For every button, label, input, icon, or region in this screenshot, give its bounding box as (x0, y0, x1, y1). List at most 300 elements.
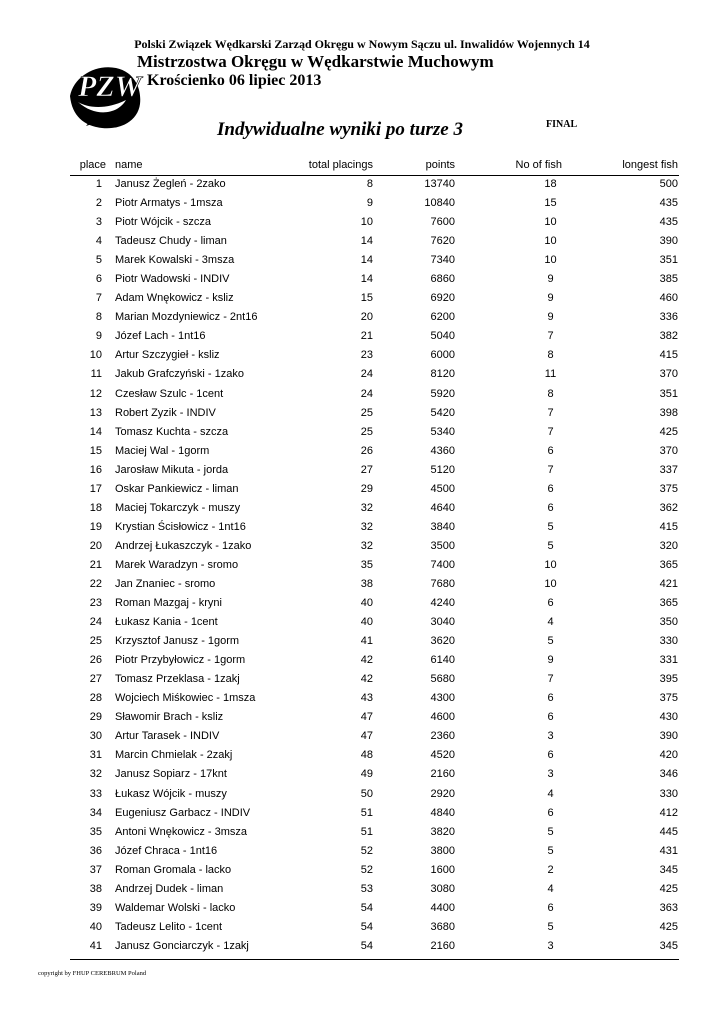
cell-longest-fish: 385 (659, 273, 678, 286)
cell-points: 4400 (430, 901, 455, 914)
cell-no-of-fish: 10 (544, 235, 557, 248)
cell-points: 4840 (430, 806, 455, 819)
cell-no-of-fish: 6 (547, 444, 554, 457)
table-row (0, 785, 724, 804)
cell-points: 10840 (424, 197, 455, 210)
cell-name: Eugeniusz Garbacz - INDIV (115, 806, 251, 819)
table-row (0, 823, 724, 842)
cell-place: 28 (89, 692, 102, 705)
cell-longest-fish: 345 (659, 863, 678, 876)
table-row (0, 194, 724, 213)
cell-name: Marek Kowalski - 3msza (115, 254, 235, 267)
cell-total-placings: 48 (360, 749, 373, 762)
cell-longest-fish: 415 (659, 349, 678, 362)
cell-total-placings: 32 (360, 501, 373, 514)
cell-place: 37 (89, 863, 102, 876)
cell-place: 41 (89, 939, 102, 952)
table-row (0, 518, 724, 537)
table-row (0, 899, 724, 918)
cell-name: Łukasz Wójcik - muszy (115, 787, 227, 800)
cell-no-of-fish: 4 (547, 882, 554, 895)
table-row (0, 880, 724, 899)
cell-points: 2160 (430, 768, 455, 781)
cell-longest-fish: 415 (659, 520, 678, 533)
cell-place: 12 (89, 387, 102, 400)
table-row (0, 632, 724, 651)
cell-place: 35 (89, 825, 102, 838)
cell-points: 6140 (430, 654, 455, 667)
cell-points: 6860 (430, 273, 455, 286)
cell-no-of-fish: 9 (547, 311, 554, 324)
cell-longest-fish: 337 (659, 463, 678, 476)
cell-name: Czesław Szulc - 1cent (115, 387, 224, 400)
cell-place: 39 (89, 901, 102, 914)
cell-longest-fish: 375 (659, 692, 678, 705)
cell-no-of-fish: 10 (544, 558, 557, 571)
cell-place: 1 (95, 178, 102, 190)
cell-longest-fish: 500 (659, 178, 678, 190)
cell-total-placings: 40 (360, 597, 373, 610)
cell-no-of-fish: 7 (547, 425, 554, 438)
column-header-name: name (115, 159, 143, 171)
organization-line: Polski Związek Wędkarski Zarząd Okręgu w Nowym Sączu ul. Inwalidów Wojennych 14 (134, 37, 590, 51)
table-row (0, 613, 724, 632)
cell-no-of-fish: 6 (547, 597, 554, 610)
cell-points: 5040 (430, 330, 455, 343)
cell-name: Jarosław Mikuta - jorda (115, 463, 229, 476)
cell-total-placings: 29 (360, 482, 373, 495)
cell-place: 27 (89, 673, 102, 686)
cell-total-placings: 14 (360, 235, 373, 248)
cell-place: 9 (95, 330, 102, 343)
copyright-note: copyright by FHUP CEREBRUM Poland (38, 970, 147, 977)
cell-longest-fish: 330 (659, 635, 678, 648)
cell-name: Andrzej Dudek - liman (115, 882, 224, 895)
table-row (0, 918, 724, 937)
column-header-total-placings: total placings (308, 159, 373, 171)
cell-longest-fish: 435 (659, 197, 678, 210)
cell-points: 4500 (430, 482, 455, 495)
column-header-place: place (79, 159, 106, 171)
cell-longest-fish: 382 (659, 330, 678, 343)
cell-total-placings: 32 (360, 520, 373, 533)
cell-total-placings: 53 (360, 882, 373, 895)
cell-name: Oskar Pankiewicz - liman (115, 482, 239, 495)
cell-name: Piotr Armatys - 1msza (115, 197, 223, 210)
cell-name: Artur Tarasek - INDIV (115, 730, 220, 743)
cell-place: 31 (89, 749, 102, 762)
cell-no-of-fish: 3 (547, 768, 554, 781)
cell-place: 25 (89, 635, 102, 648)
cell-longest-fish: 425 (659, 882, 678, 895)
cell-name: Krystian Ścisłowicz - 1nt16 (115, 520, 246, 533)
table-row (0, 499, 724, 518)
table-row (0, 327, 724, 346)
table-row (0, 308, 724, 327)
cell-no-of-fish: 10 (544, 254, 557, 267)
results-heading: Indywidualne wyniki po turze 3 (217, 119, 463, 140)
cell-points: 2360 (430, 730, 455, 743)
cell-points: 3620 (430, 635, 455, 648)
cell-no-of-fish: 8 (547, 387, 554, 400)
cell-total-placings: 54 (360, 920, 373, 933)
cell-points: 3500 (430, 539, 455, 552)
cell-total-placings: 32 (360, 539, 373, 552)
cell-longest-fish: 363 (659, 901, 678, 914)
cell-longest-fish: 320 (659, 539, 678, 552)
cell-total-placings: 47 (360, 730, 373, 743)
cell-no-of-fish: 11 (544, 368, 557, 381)
cell-name: Marek Waradzyn - sromo (115, 558, 239, 571)
table-row (0, 842, 724, 861)
cell-longest-fish: 435 (659, 216, 678, 229)
cell-no-of-fish: 7 (547, 673, 554, 686)
cell-place: 6 (95, 273, 102, 286)
cell-name: Sławomir Brach - ksliz (115, 711, 224, 724)
cell-points: 7680 (430, 577, 455, 590)
table-row (0, 480, 724, 499)
table-row (0, 232, 724, 251)
cell-total-placings: 14 (360, 254, 373, 267)
cell-total-placings: 23 (360, 349, 373, 362)
cell-points: 2920 (430, 787, 455, 800)
cell-longest-fish: 351 (659, 254, 678, 267)
cell-name: Janusz Gonciarczyk - 1zakj (115, 939, 249, 952)
cell-total-placings: 52 (360, 844, 373, 857)
cell-no-of-fish: 10 (544, 216, 557, 229)
cell-total-placings: 24 (360, 387, 373, 400)
cell-total-placings: 8 (366, 178, 373, 190)
cell-total-placings: 42 (360, 673, 373, 686)
cell-points: 7340 (430, 254, 455, 267)
table-header (0, 156, 724, 175)
cell-points: 4600 (430, 711, 455, 724)
table-row (0, 804, 724, 823)
cell-points: 3040 (430, 616, 455, 629)
cell-name: Janusz Żegleń - 2zako (115, 178, 226, 190)
cell-total-placings: 41 (360, 635, 373, 648)
cell-name: Robert Zyzik - INDIV (115, 406, 216, 419)
cell-name: Piotr Wójcik - szcza (115, 216, 211, 229)
cell-no-of-fish: 3 (547, 939, 554, 952)
cell-place: 16 (89, 463, 102, 476)
cell-longest-fish: 425 (659, 920, 678, 933)
table-row (0, 289, 724, 308)
cell-place: 29 (89, 711, 102, 724)
cell-place: 24 (89, 616, 102, 629)
cell-no-of-fish: 5 (547, 920, 554, 933)
cell-no-of-fish: 2 (547, 863, 554, 876)
cell-total-placings: 49 (360, 768, 373, 781)
table-row (0, 404, 724, 423)
cell-place: 7 (95, 292, 102, 305)
table-row (0, 689, 724, 708)
cell-points: 8120 (430, 368, 455, 381)
cell-points: 5340 (430, 425, 455, 438)
cell-place: 26 (89, 654, 102, 667)
cell-total-placings: 10 (360, 216, 373, 229)
cell-no-of-fish: 6 (547, 501, 554, 514)
cell-name: Jan Znaniec - sromo (115, 577, 216, 590)
cell-points: 4360 (430, 444, 455, 457)
cell-points: 3080 (430, 882, 455, 895)
cell-points: 5920 (430, 387, 455, 400)
cell-place: 36 (89, 844, 102, 857)
cell-no-of-fish: 3 (547, 730, 554, 743)
cell-name: Artur Szczygieł - ksliz (115, 349, 220, 362)
cell-place: 32 (89, 768, 102, 781)
cell-name: Andrzej Łukaszczyk - 1zako (115, 539, 252, 552)
cell-longest-fish: 346 (659, 768, 678, 781)
table-row (0, 213, 724, 232)
cell-points: 7600 (430, 216, 455, 229)
cell-total-placings: 9 (366, 197, 373, 210)
cell-longest-fish: 375 (659, 482, 678, 495)
cell-total-placings: 38 (360, 577, 373, 590)
cell-place: 17 (89, 482, 102, 495)
cell-points: 6200 (430, 311, 455, 324)
table-row (0, 670, 724, 689)
cell-total-placings: 25 (360, 425, 373, 438)
cell-no-of-fish: 5 (547, 520, 554, 533)
cell-longest-fish: 365 (659, 597, 678, 610)
cell-longest-fish: 331 (659, 654, 678, 667)
table-row (0, 270, 724, 289)
cell-total-placings: 43 (360, 692, 373, 705)
cell-no-of-fish: 7 (547, 406, 554, 419)
cell-name: Łukasz Kania - 1cent (115, 616, 218, 629)
cell-no-of-fish: 7 (547, 330, 554, 343)
cell-place: 14 (89, 425, 102, 438)
table-row (0, 575, 724, 594)
cell-longest-fish: 390 (659, 730, 678, 743)
table-row (0, 765, 724, 784)
table-body (0, 175, 724, 956)
cell-no-of-fish: 4 (547, 787, 554, 800)
cell-place: 18 (89, 501, 102, 514)
cell-points: 1600 (430, 863, 455, 876)
cell-total-placings: 51 (360, 825, 373, 838)
cell-name: Piotr Przybyłowicz - 1gorm (115, 654, 246, 667)
cell-no-of-fish: 9 (547, 292, 554, 305)
cell-longest-fish: 395 (659, 673, 678, 686)
cell-name: Roman Gromala - lacko (115, 863, 232, 876)
column-header-points: points (425, 159, 455, 171)
cell-points: 7620 (430, 235, 455, 248)
cell-total-placings: 54 (360, 939, 373, 952)
cell-no-of-fish: 5 (547, 539, 554, 552)
cell-no-of-fish: 10 (544, 577, 557, 590)
cell-name: Marcin Chmielak - 2zakj (115, 749, 233, 762)
cell-place: 40 (89, 920, 102, 933)
table-row (0, 937, 724, 956)
cell-longest-fish: 412 (659, 806, 678, 819)
cell-place: 10 (89, 349, 102, 362)
cell-total-placings: 25 (360, 406, 373, 419)
cell-longest-fish: 350 (659, 616, 678, 629)
cell-points: 3800 (430, 844, 455, 857)
cell-points: 3680 (430, 920, 455, 933)
cell-no-of-fish: 6 (547, 711, 554, 724)
cell-total-placings: 40 (360, 616, 373, 629)
table-row (0, 708, 724, 727)
cell-total-placings: 27 (360, 463, 373, 476)
cell-longest-fish: 390 (659, 235, 678, 248)
cell-no-of-fish: 15 (544, 197, 557, 210)
cell-place: 34 (89, 806, 102, 819)
cell-no-of-fish: 6 (547, 806, 554, 819)
table-row (0, 175, 724, 194)
cell-total-placings: 42 (360, 654, 373, 667)
cell-total-placings: 24 (360, 368, 373, 381)
cell-points: 6920 (430, 292, 455, 305)
cell-place: 20 (89, 539, 102, 552)
table-row (0, 556, 724, 575)
cell-place: 38 (89, 882, 102, 895)
column-header-longest-fish: longest fish (622, 159, 678, 171)
cell-total-placings: 54 (360, 901, 373, 914)
cell-name: Tomasz Przeklasa - 1zakj (115, 673, 240, 686)
table-row (0, 442, 724, 461)
final-badge: FINAL (546, 119, 578, 130)
cell-no-of-fish: 4 (547, 616, 554, 629)
table-row (0, 861, 724, 880)
cell-longest-fish: 362 (659, 501, 678, 514)
cell-no-of-fish: 5 (547, 825, 554, 838)
cell-name: Maciej Tokarczyk - muszy (115, 501, 241, 514)
cell-name: Roman Mazgaj - kryni (115, 597, 222, 610)
table-row (0, 423, 724, 442)
cell-name: Piotr Wadowski - INDIV (115, 273, 230, 286)
table-row (0, 594, 724, 613)
cell-place: 22 (89, 577, 102, 590)
cell-no-of-fish: 5 (547, 635, 554, 648)
cell-longest-fish: 370 (659, 368, 678, 381)
cell-name: Krzysztof Janusz - 1gorm (115, 635, 240, 648)
cell-no-of-fish: 6 (547, 482, 554, 495)
cell-total-placings: 51 (360, 806, 373, 819)
event-location-date: Krościenko 06 lipiec 2013 (147, 72, 322, 89)
cell-no-of-fish: 7 (547, 463, 554, 476)
cell-longest-fish: 425 (659, 425, 678, 438)
cell-total-placings: 35 (360, 558, 373, 571)
cell-longest-fish: 420 (659, 749, 678, 762)
table-row (0, 461, 724, 480)
cell-no-of-fish: 9 (547, 273, 554, 286)
cell-name: Tadeusz Chudy - liman (115, 235, 227, 248)
table-row (0, 651, 724, 670)
cell-name: Jakub Grafczyński - 1zako (115, 368, 244, 381)
cell-name: Marian Mozdyniewicz - 2nt16 (115, 311, 258, 324)
cell-longest-fish: 460 (659, 292, 678, 305)
cell-no-of-fish: 8 (547, 349, 554, 362)
cell-place: 4 (95, 235, 102, 248)
cell-total-placings: 52 (360, 863, 373, 876)
cell-total-placings: 26 (360, 444, 373, 457)
cell-no-of-fish: 5 (547, 844, 554, 857)
cell-total-placings: 20 (360, 311, 373, 324)
cell-longest-fish: 336 (659, 311, 678, 324)
cell-no-of-fish: 9 (547, 654, 554, 667)
cell-total-placings: 47 (360, 711, 373, 724)
cell-points: 7400 (430, 558, 455, 571)
table-row (0, 537, 724, 556)
table-row (0, 346, 724, 365)
table-row (0, 251, 724, 270)
table-row (0, 385, 724, 404)
cell-points: 5420 (430, 406, 455, 419)
cell-place: 33 (89, 787, 102, 800)
cell-longest-fish: 330 (659, 787, 678, 800)
cell-points: 4300 (430, 692, 455, 705)
cell-points: 4240 (430, 597, 455, 610)
cell-place: 2 (95, 197, 102, 210)
cell-place: 3 (95, 216, 102, 229)
cell-place: 21 (89, 558, 102, 571)
cell-longest-fish: 421 (659, 577, 678, 590)
results-table (0, 156, 724, 956)
cell-name: Józef Lach - 1nt16 (115, 330, 206, 343)
cell-longest-fish: 445 (659, 825, 678, 838)
cell-name: Janusz Sopiarz - 17knt (115, 768, 227, 781)
cell-points: 4520 (430, 749, 455, 762)
cell-longest-fish: 370 (659, 444, 678, 457)
cell-total-placings: 50 (360, 787, 373, 800)
column-header-no-of-fish: No of fish (515, 159, 562, 171)
table-row (0, 727, 724, 746)
table-row (0, 365, 724, 384)
cell-points: 6000 (430, 349, 455, 362)
cell-name: Józef Chraca - 1nt16 (115, 844, 218, 857)
cell-name: Tadeusz Lelito - 1cent (115, 920, 223, 933)
cell-points: 2160 (430, 939, 455, 952)
cell-name: Antoni Wnękowicz - 3msza (115, 825, 248, 838)
cell-place: 19 (89, 520, 102, 533)
cell-total-placings: 21 (360, 330, 373, 343)
cell-no-of-fish: 18 (544, 178, 557, 190)
event-title: Mistrzostwa Okręgu w Wędkarstwie Muchowym (137, 52, 494, 71)
cell-longest-fish: 430 (659, 711, 678, 724)
cell-name: Wojciech Miśkowiec - 1msza (115, 692, 256, 705)
cell-points: 5680 (430, 673, 455, 686)
cell-place: 30 (89, 730, 102, 743)
cell-total-placings: 14 (360, 273, 373, 286)
cell-points: 5120 (430, 463, 455, 476)
cell-total-placings: 15 (360, 292, 373, 305)
cell-points: 3840 (430, 520, 455, 533)
cell-name: Adam Wnękowicz - ksliz (115, 292, 234, 305)
cell-longest-fish: 398 (659, 406, 678, 419)
cell-place: 23 (89, 597, 102, 610)
cell-name: Waldemar Wolski - lacko (115, 901, 236, 914)
cell-points: 4640 (430, 501, 455, 514)
cell-name: Tomasz Kuchta - szcza (115, 425, 229, 438)
cell-longest-fish: 351 (659, 387, 678, 400)
pzw-logo (66, 56, 146, 132)
table-row (0, 746, 724, 765)
cell-points: 13740 (424, 178, 455, 190)
cell-place: 13 (89, 406, 102, 419)
cell-place: 8 (95, 311, 102, 324)
bottom-divider (70, 959, 679, 960)
cell-place: 15 (89, 444, 102, 457)
logo-text: PZW (78, 70, 142, 103)
cell-longest-fish: 431 (659, 844, 678, 857)
cell-points: 3820 (430, 825, 455, 838)
cell-place: 5 (95, 254, 102, 267)
cell-no-of-fish: 6 (547, 692, 554, 705)
cell-place: 11 (90, 368, 102, 381)
